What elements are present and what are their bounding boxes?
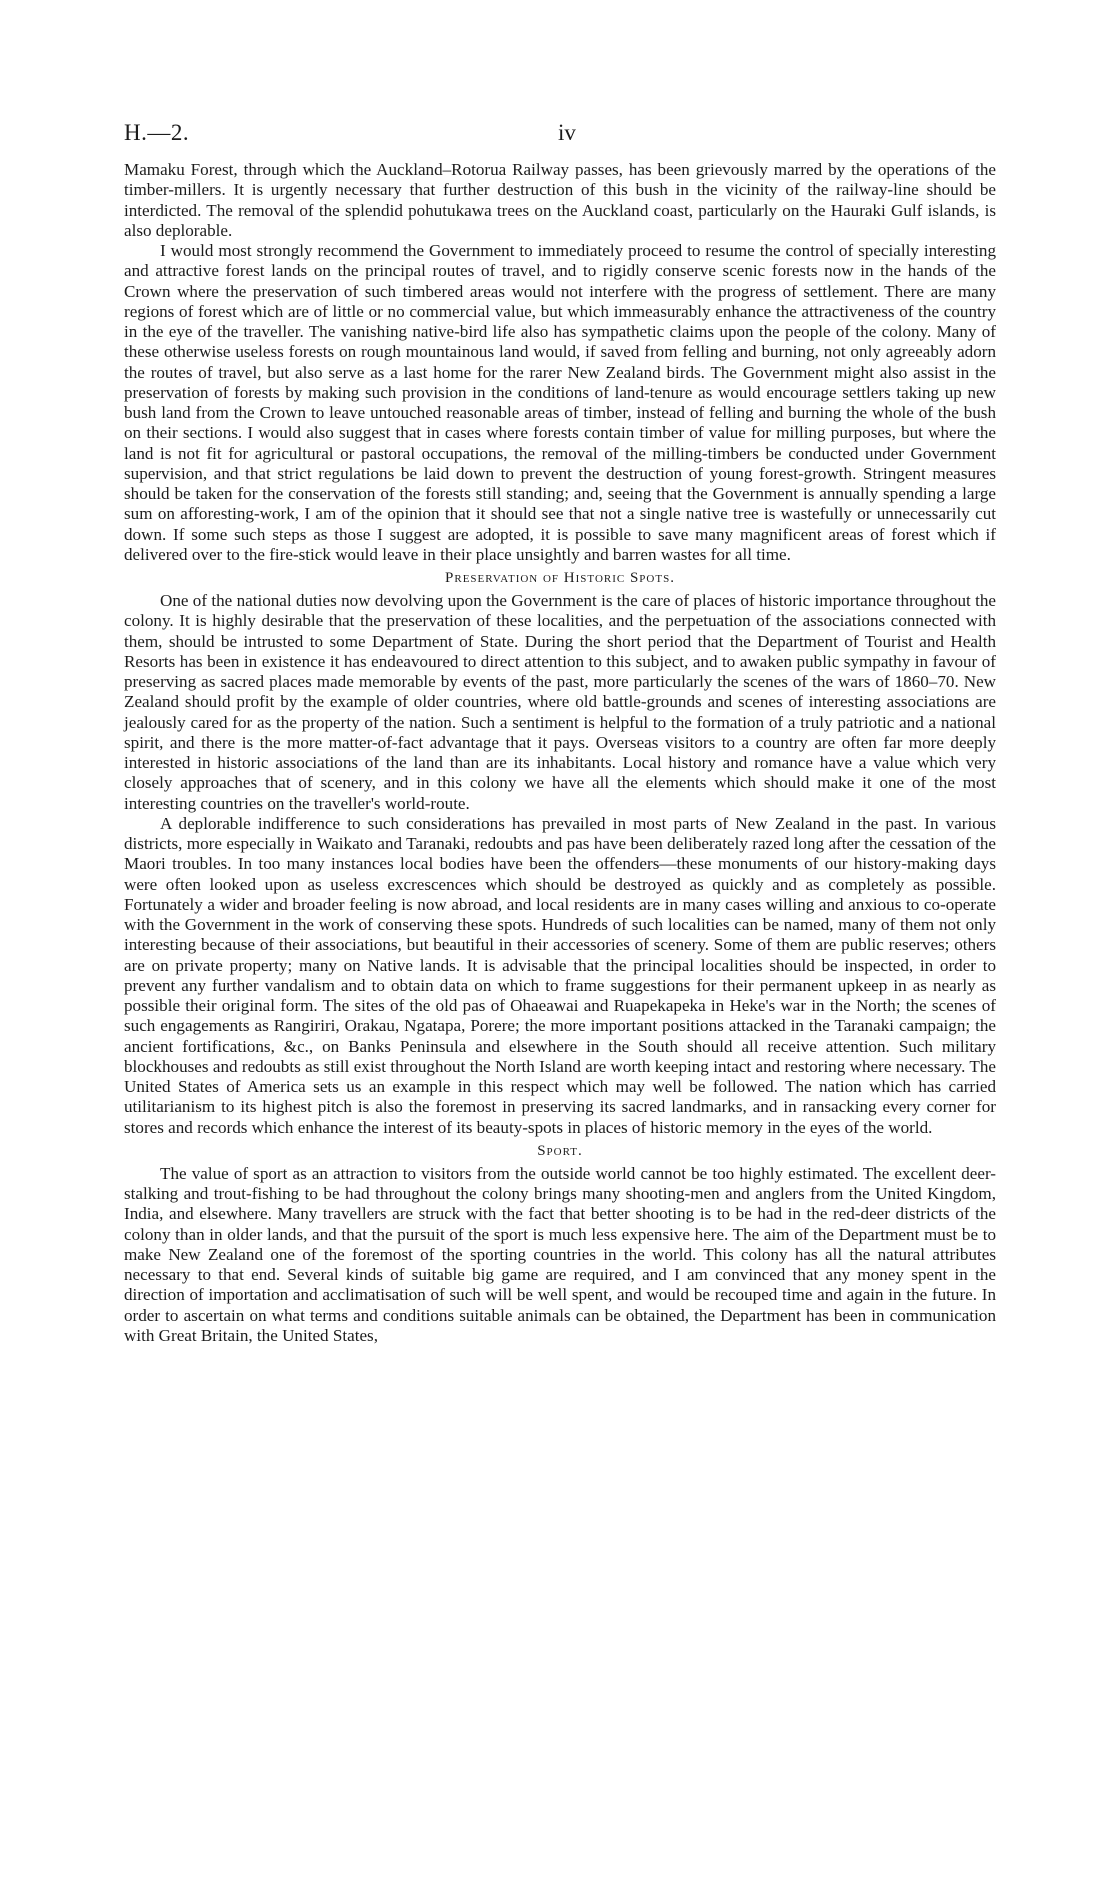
document-page (124, 120, 996, 1346)
paragraph: One of the national duties now devolving upon the Government is the care of places of historic importance throughout the colony. It is highly desirable that the preservation of these localities, and the perpetuation of the associations connected with them, should be intrusted to some Department of State. During the short period that the Department of Tourist and Health Resorts has been in existence it has endeavoured to direct attention to this subject, and to awaken public sympathy in favour of preserving as sacred places made memorable by events of the past, more particularly the scenes of the wars of 1860–70. New Zealand should profit by the example of older countries, where old battle-grounds and scenes of interesting associations are jealously cared for as the property of the nation. Such a sentiment is helpful to the formation of a truly patriotic and a national spirit, and there is the more matter-of-fact advantage that it pays. Overseas visitors to a country are often far more deeply interested in historic associations of the land than are its inhabitants. Local history and romance have a value which very closely approaches that of scenery, and in this colony we have all the elements which should make it one of the most interesting countries on the traveller's world-route. (124, 591, 996, 813)
section-forests (124, 160, 996, 565)
section-sport (124, 1141, 996, 1346)
document-reference: H.—2. (124, 120, 190, 145)
page-header (124, 120, 996, 160)
paragraph: Mamaku Forest, through which the Auckland–Rotorua Railway passes, has been grievously marred by the operations of the timber-millers. It is urgently necessary that further destruction of this bush in the vicinity of the railway-line should be interdicted. The removal of the splendid pohutukawa trees on the Auckland coast, particularly on the Hauraki Gulf islands, is also deplorable. (124, 160, 996, 240)
section-heading: Preservation of Historic Spots. (445, 570, 675, 586)
page-number: iv (558, 120, 576, 145)
paragraph: I would most strongly recommend the Government to immediately proceed to resume the control of specially interesting and attractive forest lands on the principal routes of travel, and to rigidly conserve scenic forests now in the hands of the Crown where the preservation of such timbered areas would not interfere with the progress of settlement. There are many regions of forest which are of little or no commercial value, but which immeasurably enhance the attractiveness of the country in the eye of the traveller. The vanishing native-bird life also has sympathetic claims upon the people of the colony. Many of these otherwise useless forests on rough mountainous land would, if saved from felling and burning, not only agreeably adorn the routes of travel, but also serve as a last home for the rarer New Zealand birds. The Government might also assist in the preservation of forests by making such provision in the conditions of land-tenure as would encourage settlers taking up new bush land from the Crown to leave untouched reasonable areas of timber, instead of felling and burning the whole of the bush on their sections. I would also suggest that in cases where forests contain timber of value for milling purposes, but where the land is not fit for agricultural or pastoral occupations, the removal of the milling-timbers be conducted under Government supervision, and that strict regulations be laid down to prevent the destruction of young forest-growth. Stringent measures should be taken for the conservation of the forests still standing; and, seeing that the Government is annually spending a large sum on afforesting-work, I am of the opinion that it should see that not a single native tree is wastefully or unnecessarily cut down. If some such steps as those I suggest are adopted, it is possible to save many magnificent areas of forest which if delivered over to the fire-stick would leave in their place unsightly and barren wastes for all time. (124, 241, 996, 564)
section-heading: Sport. (537, 1142, 583, 1159)
paragraph: The value of sport as an attraction to visitors from the outside world cannot be too highly estimated. The excellent deer-stalking and trout-fishing to be had throughout the colony brings many shooting-men and anglers from the United Kingdom, India, and elsewhere. Many travellers are struck with the fact that better shooting is to be had in the red-deer districts of the colony than in older lands, and that the pursuit of the sport is much less expensive here. The aim of the Department must be to make New Zealand one of the foremost of the sporting countries in the world. This colony has all the natural attributes necessary to that end. Several kinds of suitable big game are required, and I am convinced that any money spent in the direction of importation and acclimatisation of such will be well spent, and would be recouped time and again in the future. In order to ascertain on what terms and conditions suitable animals can be obtained, the Department has been in communication with Great Britain, the United States, (124, 1163, 996, 1345)
section-historic-spots (124, 568, 996, 1138)
paragraph: A deplorable indifference to such considerations has prevailed in most parts of New Zealand in the past. In various districts, more especially in Waikato and Taranaki, redoubts and pas have been deliberately razed long after the cessation of the Maori troubles. In too many instances local bodies have been the offenders—these monuments of our history-making days were often looked upon as useless excrescences which should be destroyed as quickly and as completely as possible. Fortunately a wider and broader feeling is now abroad, and local residents are in many cases willing and anxious to co-operate with the Government in the work of conserving these spots. Hundreds of such localities can be named, many of them not only interesting because of their associations, but beautiful in their accessories of scenery. Some of them are public reserves; others are on private property; many on Native lands. It is advisable that the principal localities should be inspected, in order to prevent any further vandalism and to obtain data on which to frame suggestions for their permanent upkeep in as nearly as possible their original form. The sites of the old pas of Ohaeawai and Ruapekapeka in Heke's war in the North; the scenes of such engagements as Rangiriri, Orakau, Ngatapa, Porere; the more important positions attacked in the Taranaki campaign; the ancient fortifications, &c., on Banks Peninsula and elsewhere in the South should all receive attention. Such military blockhouses and redoubts as still exist throughout the North Island are worth keeping intact and restoring where necessary. The United States of America sets us an example in this respect which may well be followed. The nation which has carried utilitarianism to its highest pitch is also the foremost in preserving its sacred landmarks, and in ransacking every corner for stores and records which enhance the interest of its beauty-spots in places of historic memory in the eyes of the world. (124, 813, 996, 1137)
